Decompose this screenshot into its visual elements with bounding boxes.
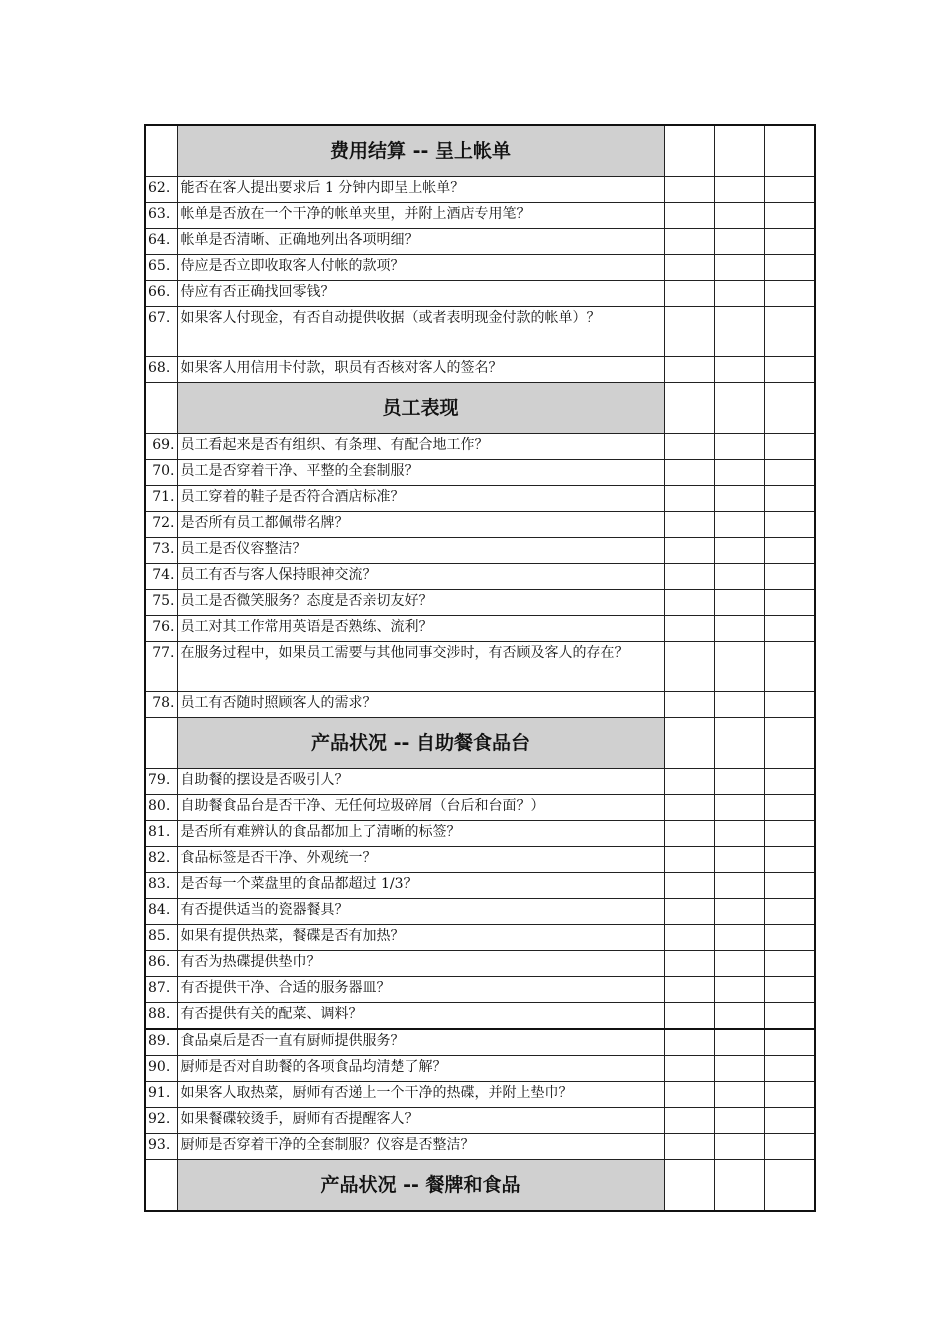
- check-cell[interactable]: [714, 125, 764, 177]
- checklist-row: [145, 821, 815, 847]
- checklist-row: [145, 203, 815, 229]
- check-cell[interactable]: [714, 795, 764, 821]
- section-title: 费用结算 -- 呈上帐单: [177, 125, 664, 177]
- check-cell[interactable]: [664, 1160, 714, 1212]
- check-cell[interactable]: [714, 486, 764, 512]
- check-cell[interactable]: [664, 203, 714, 229]
- section-title: 产品状况 -- 自助餐食品台: [177, 718, 664, 769]
- item-number: 92.: [145, 1108, 177, 1134]
- check-cell[interactable]: [764, 460, 815, 486]
- checklist-row: [145, 847, 815, 873]
- check-cell[interactable]: [664, 769, 714, 795]
- item-number: 78.: [145, 692, 177, 718]
- check-cell[interactable]: [764, 1134, 815, 1160]
- check-cell[interactable]: [714, 177, 764, 203]
- check-cell[interactable]: [764, 255, 815, 281]
- checklist-row: [145, 512, 815, 538]
- item-number: 83.: [145, 873, 177, 899]
- check-cell[interactable]: [664, 718, 714, 769]
- item-number: 62.: [145, 177, 177, 203]
- check-cell[interactable]: [714, 229, 764, 255]
- check-cell[interactable]: [764, 229, 815, 255]
- check-cell[interactable]: [664, 642, 714, 692]
- check-cell[interactable]: [714, 538, 764, 564]
- item-question: 厨师是否对自助餐的各项食品均清楚了解？: [177, 1056, 664, 1082]
- check-cell[interactable]: [664, 383, 714, 434]
- check-cell[interactable]: [714, 512, 764, 538]
- check-cell[interactable]: [764, 564, 815, 590]
- check-cell[interactable]: [764, 1082, 815, 1108]
- item-number: 86.: [145, 951, 177, 977]
- check-cell[interactable]: [764, 1108, 815, 1134]
- item-question: 员工看起来是否有组织、有条理、有配合地工作？: [177, 434, 664, 460]
- item-number: 66.: [145, 281, 177, 307]
- item-number: 85.: [145, 925, 177, 951]
- check-cell[interactable]: [764, 642, 815, 692]
- item-question: 侍应有否正确找回零钱？: [177, 281, 664, 307]
- check-cell[interactable]: [764, 512, 815, 538]
- check-cell[interactable]: [764, 486, 815, 512]
- check-cell[interactable]: [714, 847, 764, 873]
- item-number: 63.: [145, 203, 177, 229]
- item-number: 70.: [145, 460, 177, 486]
- section-title: 产品状况 -- 餐牌和食品: [177, 1160, 664, 1212]
- check-cell[interactable]: [664, 692, 714, 718]
- item-number: 77.: [145, 642, 177, 692]
- check-cell[interactable]: [714, 769, 764, 795]
- item-number: 76.: [145, 616, 177, 642]
- check-cell[interactable]: [764, 203, 815, 229]
- check-cell[interactable]: [764, 357, 815, 383]
- check-cell[interactable]: [664, 795, 714, 821]
- checklist-row: [145, 1056, 815, 1082]
- item-number: 82.: [145, 847, 177, 873]
- check-cell[interactable]: [664, 255, 714, 281]
- check-cell[interactable]: [764, 821, 815, 847]
- item-question: 员工穿着的鞋子是否符合酒店标准？: [177, 486, 664, 512]
- item-question: 帐单是否放在一个干净的帐单夹里，并附上酒店专用笔？: [177, 203, 664, 229]
- check-cell[interactable]: [714, 564, 764, 590]
- check-cell[interactable]: [714, 977, 764, 1003]
- check-cell[interactable]: [664, 307, 714, 357]
- check-cell[interactable]: [664, 538, 714, 564]
- check-cell[interactable]: [764, 125, 815, 177]
- check-cell[interactable]: [764, 795, 815, 821]
- check-cell[interactable]: [664, 925, 714, 951]
- section-number-cell: [145, 383, 177, 434]
- checklist-sheet: [144, 124, 814, 1212]
- check-cell[interactable]: [764, 281, 815, 307]
- checklist-row: [145, 1029, 815, 1056]
- item-question: 有否为热碟提供垫巾？: [177, 951, 664, 977]
- check-cell[interactable]: [714, 1134, 764, 1160]
- check-cell[interactable]: [714, 357, 764, 383]
- check-cell[interactable]: [714, 951, 764, 977]
- item-question: 食品标签是否干净、外观统一？: [177, 847, 664, 873]
- item-number: 79.: [145, 769, 177, 795]
- item-number: 73.: [145, 538, 177, 564]
- check-cell[interactable]: [714, 616, 764, 642]
- checklist-row: [145, 977, 815, 1003]
- item-question: 员工是否仪容整洁？: [177, 538, 664, 564]
- item-question: 员工有否与客人保持眼神交流？: [177, 564, 664, 590]
- check-cell[interactable]: [664, 229, 714, 255]
- item-number: 72.: [145, 512, 177, 538]
- item-question: 是否每一个菜盘里的食品都超过 1/3？: [177, 873, 664, 899]
- item-number: 67.: [145, 307, 177, 357]
- item-question: 有否提供有关的配菜、调料？: [177, 1003, 664, 1030]
- check-cell[interactable]: [664, 1029, 714, 1056]
- checklist-table: [144, 124, 816, 1212]
- item-question: 帐单是否清晰、正确地列出各项明细？: [177, 229, 664, 255]
- item-question: 员工有否随时照顾客人的需求？: [177, 692, 664, 718]
- item-number: 90.: [145, 1056, 177, 1082]
- check-cell[interactable]: [664, 590, 714, 616]
- check-cell[interactable]: [764, 951, 815, 977]
- item-number: 87.: [145, 977, 177, 1003]
- section-number-cell: [145, 718, 177, 769]
- check-cell[interactable]: [764, 1056, 815, 1082]
- check-cell[interactable]: [764, 899, 815, 925]
- check-cell[interactable]: [764, 383, 815, 434]
- section-title: 员工表现: [177, 383, 664, 434]
- checklist-row: [145, 1003, 815, 1030]
- item-question: 员工是否穿着干净、平整的全套制服？: [177, 460, 664, 486]
- check-cell[interactable]: [714, 899, 764, 925]
- check-cell[interactable]: [714, 1082, 764, 1108]
- check-cell[interactable]: [764, 692, 815, 718]
- checklist-row: [145, 434, 815, 460]
- check-cell[interactable]: [714, 1003, 764, 1030]
- item-question: 侍应是否立即收取客人付帐的款项？: [177, 255, 664, 281]
- check-cell[interactable]: [664, 512, 714, 538]
- checklist-row: [145, 1134, 815, 1160]
- check-cell[interactable]: [664, 460, 714, 486]
- checklist-row: [145, 590, 815, 616]
- item-number: 88.: [145, 1003, 177, 1030]
- checklist-row: [145, 281, 815, 307]
- section-header-row: [145, 383, 815, 434]
- checklist-row: [145, 692, 815, 718]
- item-number: 89.: [145, 1029, 177, 1056]
- item-question: 是否所有员工都佩带名牌？: [177, 512, 664, 538]
- check-cell[interactable]: [764, 718, 815, 769]
- check-cell[interactable]: [714, 1056, 764, 1082]
- check-cell[interactable]: [714, 1029, 764, 1056]
- item-number: 64.: [145, 229, 177, 255]
- check-cell[interactable]: [714, 692, 764, 718]
- checklist-row: [145, 795, 815, 821]
- item-question: 如果客人取热菜，厨师有否递上一个干净的热碟，并附上垫巾？: [177, 1082, 664, 1108]
- checklist-row: [145, 769, 815, 795]
- checklist-row: [145, 357, 815, 383]
- check-cell[interactable]: [664, 821, 714, 847]
- item-number: 68.: [145, 357, 177, 383]
- item-number: 80.: [145, 795, 177, 821]
- item-question: 如果有提供热菜，餐碟是否有加热？: [177, 925, 664, 951]
- check-cell[interactable]: [764, 1003, 815, 1030]
- item-number: 75.: [145, 590, 177, 616]
- check-cell[interactable]: [764, 434, 815, 460]
- checklist-row: [145, 255, 815, 281]
- item-question: 能否在客人提出要求后 1 分钟内即呈上帐单？: [177, 177, 664, 203]
- checklist-row: [145, 564, 815, 590]
- item-number: 74.: [145, 564, 177, 590]
- section-number-cell: [145, 125, 177, 177]
- check-cell[interactable]: [664, 1108, 714, 1134]
- section-number-cell: [145, 1160, 177, 1212]
- item-question: 员工对其工作常用英语是否熟练、流利？: [177, 616, 664, 642]
- check-cell[interactable]: [664, 1056, 714, 1082]
- check-cell[interactable]: [764, 590, 815, 616]
- check-cell[interactable]: [664, 1134, 714, 1160]
- check-cell[interactable]: [764, 177, 815, 203]
- check-cell[interactable]: [714, 873, 764, 899]
- check-cell[interactable]: [764, 1160, 815, 1212]
- check-cell[interactable]: [664, 873, 714, 899]
- check-cell[interactable]: [664, 1082, 714, 1108]
- check-cell[interactable]: [664, 616, 714, 642]
- checklist-body: [145, 125, 815, 1211]
- section-header-row: [145, 1160, 815, 1212]
- check-cell[interactable]: [664, 486, 714, 512]
- check-cell[interactable]: [664, 977, 714, 1003]
- checklist-row: [145, 1108, 815, 1134]
- check-cell[interactable]: [764, 769, 815, 795]
- check-cell[interactable]: [714, 821, 764, 847]
- item-question: 厨师是否穿着干净的全套制服？仪容是否整洁？: [177, 1134, 664, 1160]
- check-cell[interactable]: [714, 1160, 764, 1212]
- check-cell[interactable]: [714, 718, 764, 769]
- check-cell[interactable]: [714, 307, 764, 357]
- check-cell[interactable]: [764, 925, 815, 951]
- item-number: 69.: [145, 434, 177, 460]
- check-cell[interactable]: [714, 203, 764, 229]
- check-cell[interactable]: [664, 434, 714, 460]
- check-cell[interactable]: [764, 538, 815, 564]
- check-cell[interactable]: [714, 590, 764, 616]
- check-cell[interactable]: [764, 307, 815, 357]
- item-number: 91.: [145, 1082, 177, 1108]
- check-cell[interactable]: [664, 357, 714, 383]
- check-cell[interactable]: [714, 434, 764, 460]
- check-cell[interactable]: [714, 383, 764, 434]
- item-question: 员工是否微笑服务？态度是否亲切友好？: [177, 590, 664, 616]
- check-cell[interactable]: [764, 847, 815, 873]
- checklist-row: [145, 538, 815, 564]
- item-number: 93.: [145, 1134, 177, 1160]
- section-header-row: [145, 125, 815, 177]
- check-cell[interactable]: [764, 873, 815, 899]
- check-cell[interactable]: [664, 899, 714, 925]
- checklist-row: [145, 229, 815, 255]
- checklist-row: [145, 1082, 815, 1108]
- item-question: 如果客人付现金，有否自动提供收据（或者表明现金付款的帐单）？: [177, 307, 664, 357]
- checklist-row: [145, 486, 815, 512]
- checklist-row: [145, 642, 815, 692]
- check-cell[interactable]: [764, 977, 815, 1003]
- checklist-row: [145, 925, 815, 951]
- item-question: 是否所有难辨认的食品都加上了清晰的标签？: [177, 821, 664, 847]
- check-cell[interactable]: [714, 460, 764, 486]
- check-cell[interactable]: [714, 281, 764, 307]
- check-cell[interactable]: [714, 642, 764, 692]
- item-number: 71.: [145, 486, 177, 512]
- item-question: 有否提供干净、合适的服务器皿？: [177, 977, 664, 1003]
- checklist-row: [145, 951, 815, 977]
- checklist-row: [145, 899, 815, 925]
- checklist-row: [145, 307, 815, 357]
- item-question: 有否提供适当的瓷器餐具？: [177, 899, 664, 925]
- check-cell[interactable]: [664, 951, 714, 977]
- check-cell[interactable]: [664, 281, 714, 307]
- checklist-row: [145, 616, 815, 642]
- check-cell[interactable]: [764, 1029, 815, 1056]
- item-question: 自助餐食品台是否干净、无任何垃圾碎屑（台后和台面？）: [177, 795, 664, 821]
- item-question: 食品桌后是否一直有厨师提供服务？: [177, 1029, 664, 1056]
- item-question: 自助餐的摆设是否吸引人？: [177, 769, 664, 795]
- item-number: 65.: [145, 255, 177, 281]
- item-number: 81.: [145, 821, 177, 847]
- item-number: 84.: [145, 899, 177, 925]
- section-header-row: [145, 718, 815, 769]
- check-cell[interactable]: [664, 177, 714, 203]
- check-cell[interactable]: [664, 125, 714, 177]
- check-cell[interactable]: [764, 616, 815, 642]
- checklist-row: [145, 460, 815, 486]
- check-cell[interactable]: [714, 925, 764, 951]
- checklist-row: [145, 873, 815, 899]
- item-question: 如果餐碟较烫手，厨师有否提醒客人？: [177, 1108, 664, 1134]
- check-cell[interactable]: [664, 564, 714, 590]
- item-question: 在服务过程中，如果员工需要与其他同事交涉时，有否顾及客人的存在？: [177, 642, 664, 692]
- check-cell[interactable]: [714, 1108, 764, 1134]
- checklist-row: [145, 177, 815, 203]
- check-cell[interactable]: [714, 255, 764, 281]
- item-question: 如果客人用信用卡付款，职员有否核对客人的签名？: [177, 357, 664, 383]
- check-cell[interactable]: [664, 1003, 714, 1030]
- check-cell[interactable]: [664, 847, 714, 873]
